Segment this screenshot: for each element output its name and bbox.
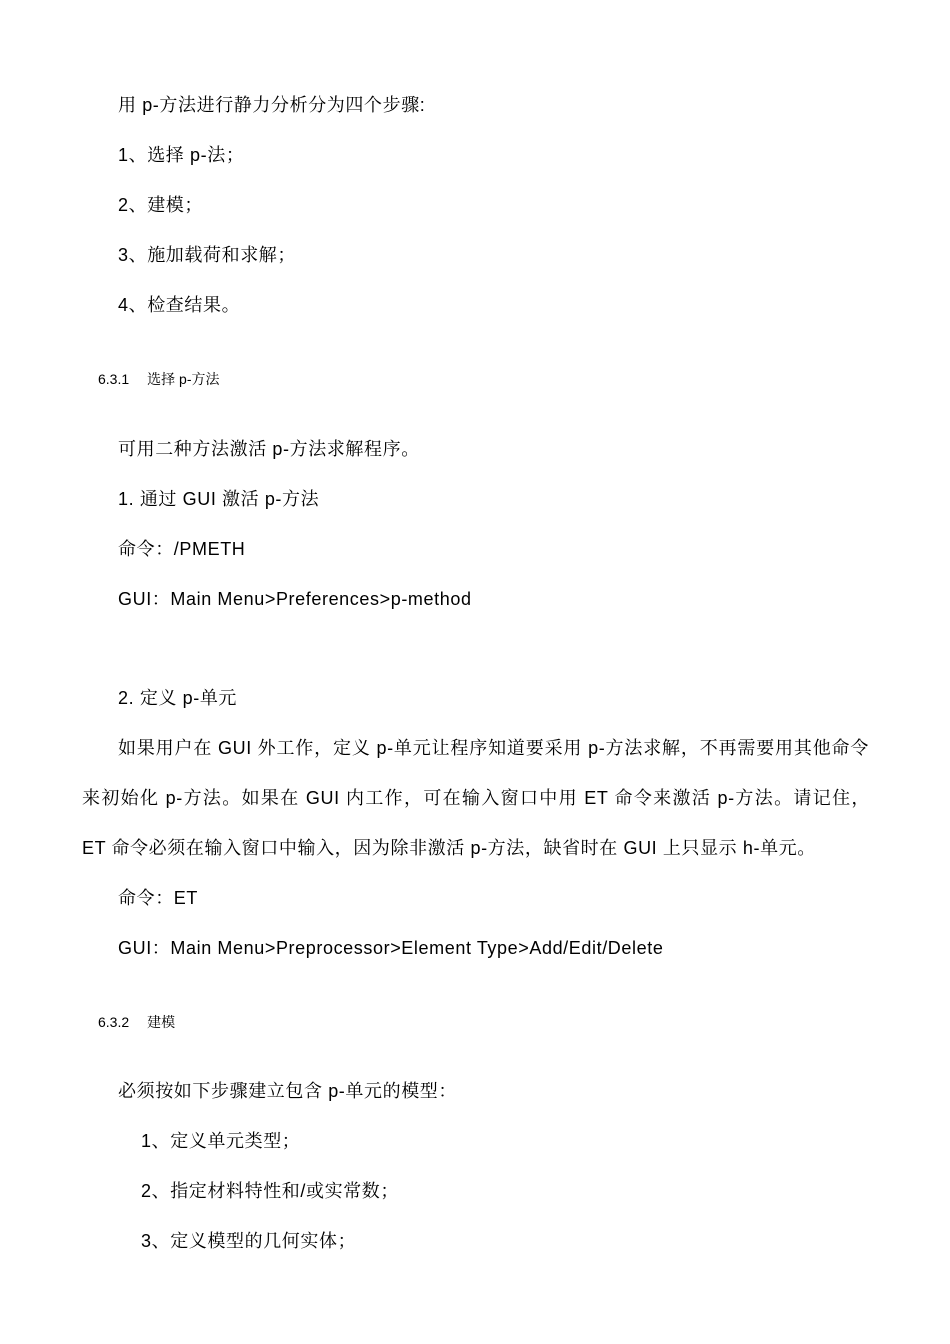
model-step-1: 1、定义单元类型；	[141, 1131, 301, 1151]
gui-path-line: GUI：Main Menu>Preferences>p-method	[118, 589, 472, 609]
section-heading-6-3-2	[98, 1012, 175, 1032]
paragraph-line: 来初始化 p-方法。如果在 GUI 内工作，可在输入窗口中用 ET 命令来激活 p-方法。请记住，	[82, 788, 870, 808]
paragraph-line: ET 命令必须在输入窗口中输入，因为除非激活 p-方法，缺省时在 GUI 上只显示 h-单元。	[82, 838, 816, 858]
model-step-2: 2、指定材料特性和/或实常数；	[141, 1181, 400, 1201]
intro-step-1: 1、选择 p-法；	[118, 145, 245, 165]
item-heading: 2. 定义 p-单元	[118, 688, 238, 708]
intro-step-2: 2、建模；	[118, 195, 204, 215]
section-intro: 必须按如下步骤建立包含 p-单元的模型：	[118, 1081, 458, 1101]
section-heading-6-3-1	[98, 369, 219, 389]
gui-path-line: GUI：Main Menu>Preprocessor>Element Type>Add/Edit/Delete	[118, 938, 664, 958]
intro-step-3: 3、施加载荷和求解；	[118, 245, 297, 265]
section-title: 选择 p-方法	[147, 371, 220, 387]
paragraph-line: 如果用户在 GUI 外工作，定义 p-单元让程序知道要采用 p-方法求解，不再需要用其他命令	[118, 738, 869, 758]
section-number: 6.3.2	[98, 1014, 130, 1030]
section-intro: 可用二种方法激活 p-方法求解程序。	[118, 439, 420, 459]
item-heading: 1. 通过 GUI 激活 p-方法	[118, 489, 320, 509]
model-step-3: 3、定义模型的几何实体；	[141, 1231, 357, 1251]
command-line: 命令：/PMETH	[118, 539, 246, 559]
command-line: 命令：ET	[118, 888, 199, 908]
intro-lead: 用 p-方法进行静力分析分为四个步骤:	[118, 95, 426, 115]
section-number: 6.3.1	[98, 371, 130, 387]
section-title: 建模	[147, 1014, 176, 1030]
intro-step-4: 4、检查结果。	[118, 295, 241, 315]
